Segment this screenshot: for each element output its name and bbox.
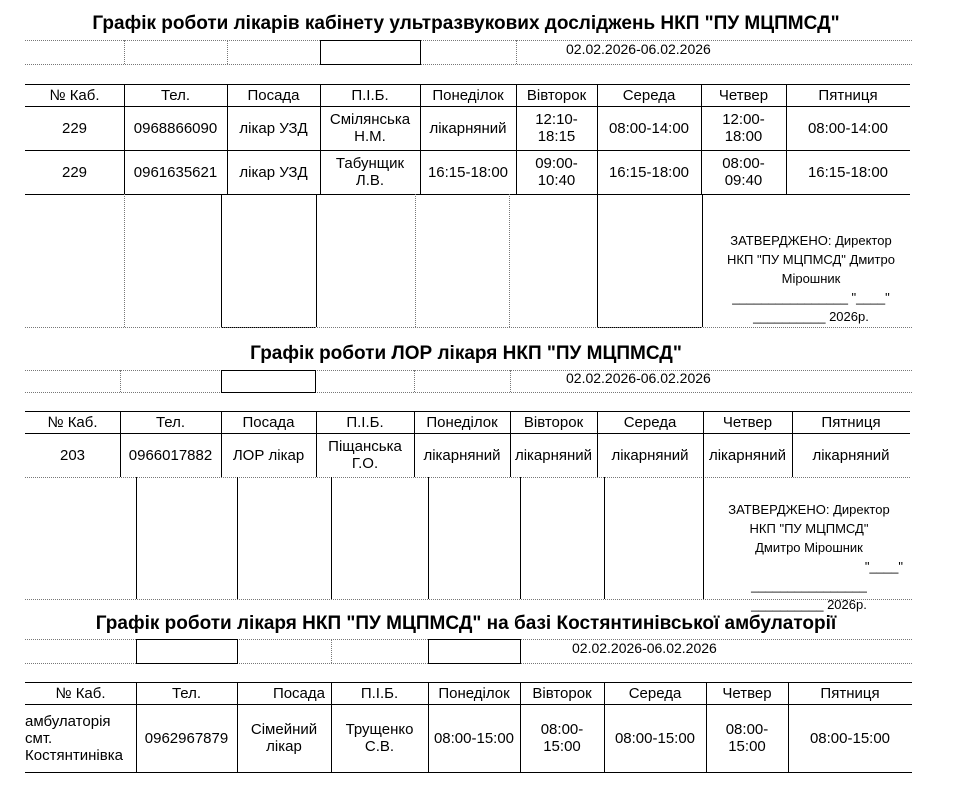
cell-wednesday: лікарняний [611, 446, 689, 464]
header-name: П.І.Б. [351, 86, 389, 104]
cell-monday: лікарняний [423, 446, 501, 464]
divider [124, 40, 125, 64]
approval-line: ________________ "____" [732, 290, 890, 305]
empty-cell [320, 40, 421, 65]
header-tuesday: Вівторок [532, 684, 592, 702]
date-range: 02.02.2026-06.02.2026 [566, 370, 711, 386]
header-thursday: Четвер [722, 413, 773, 431]
header-position: Посада [247, 86, 300, 104]
approval-line: Дмитро Мірошник [755, 540, 863, 555]
cell-thursday: 08:00-15:00 [725, 721, 769, 755]
divider [25, 392, 912, 393]
divider [124, 194, 125, 327]
header-name: П.І.Б. [360, 684, 399, 702]
cell-friday: 08:00-15:00 [809, 729, 891, 747]
approval-stamp [702, 231, 920, 326]
cell-cabinet: 229 [61, 163, 88, 181]
cell-name: Піщанська Г.О. [328, 438, 402, 472]
approval-stamp [703, 500, 915, 614]
header-cabinet: № Каб. [55, 684, 106, 702]
header-monday: Понеділок [438, 684, 510, 702]
divider [120, 370, 121, 392]
cell-tuesday: 08:00-15:00 [540, 721, 584, 755]
header-wednesday: Середа [623, 413, 677, 431]
header-friday: Пятниця [821, 413, 881, 431]
cell-position: ЛОР лікар [232, 446, 305, 464]
divider [136, 477, 137, 599]
header-thursday: Четвер [718, 86, 769, 104]
divider [237, 477, 238, 599]
section-3-title: Графік роботи лікаря НКП "ПУ МЦПМСД" на базі Костянтинівської амбулаторії [95, 613, 837, 634]
section-1-title: Графік роботи лікарів кабінету ультразвукових досліджень НКП "ПУ МЦПМСД" [92, 13, 840, 34]
cell-position: лікар УЗД [239, 119, 308, 137]
section-2-title: Графік роботи ЛОР лікаря НКП "ПУ МЦПМСД" [250, 343, 682, 364]
approval-line: ЗАТВЕРДЖЕНО: Директор [730, 233, 892, 248]
empty-cell [136, 639, 238, 664]
divider [509, 194, 510, 327]
divider [25, 477, 910, 478]
divider [516, 40, 517, 64]
divider [428, 477, 429, 599]
divider [25, 370, 912, 371]
header-wednesday: Середа [628, 684, 682, 702]
divider [415, 194, 416, 327]
divider [604, 477, 605, 599]
cell-phone: 0968866090 [133, 119, 218, 137]
approval-line: __________ 2026р. [751, 597, 867, 612]
header-tuesday: Вівторок [523, 413, 584, 431]
header-friday: Пятниця [818, 86, 878, 104]
header-thursday: Четвер [722, 684, 772, 702]
approval-line: "____" [864, 559, 903, 574]
cell-thursday: лікарняний [708, 446, 787, 464]
cell-cabinet: 229 [61, 119, 88, 137]
header-phone: Тел. [160, 86, 191, 104]
divider [221, 194, 222, 327]
header-phone: Тел. [155, 413, 186, 431]
date-range: 02.02.2026-06.02.2026 [572, 640, 717, 656]
divider [25, 327, 912, 328]
divider [227, 40, 228, 64]
cell-cabinet: амбулаторія смт. Костянтинівка [25, 712, 123, 764]
cell-tuesday: 09:00-10:40 [535, 155, 578, 189]
cell-thursday: 12:00-18:00 [722, 111, 765, 145]
cell-name: Трущенко С.В. [345, 721, 414, 755]
cell-wednesday: 08:00-15:00 [614, 729, 696, 747]
cell-name: Смілянська Н.М. [329, 111, 411, 145]
empty-cell [428, 639, 521, 664]
cell-monday: лікарняний [429, 119, 507, 137]
cell-phone: 0961635621 [133, 163, 218, 181]
header-name: П.І.Б. [346, 413, 384, 431]
cell-friday: лікарняний [812, 446, 890, 464]
date-range: 02.02.2026-06.02.2026 [566, 41, 711, 57]
empty-cell [221, 370, 316, 393]
header-cabinet: № Каб. [49, 86, 100, 104]
cell-friday: 08:00-14:00 [807, 119, 889, 137]
divider [510, 370, 511, 392]
cell-phone: 0962967879 [144, 729, 229, 747]
header-monday: Понеділок [426, 413, 498, 431]
divider [331, 639, 332, 663]
cell-tuesday: лікарняний [514, 446, 593, 464]
divider [316, 194, 317, 327]
header-cabinet: № Каб. [47, 413, 98, 431]
divider [25, 194, 910, 195]
cell-monday: 16:15-18:00 [427, 163, 509, 181]
cell-wednesday: 16:15-18:00 [608, 163, 690, 181]
divider [25, 40, 912, 41]
approval-line: НКП "ПУ МЦПМСД" [749, 521, 869, 536]
divider [331, 477, 332, 599]
approval-line: Мірошник [781, 271, 841, 286]
cell-thursday: 08:00-09:40 [722, 155, 765, 189]
divider [414, 370, 415, 392]
cell-position: Сімейний лікар [250, 721, 318, 755]
cell-cabinet: 203 [59, 446, 86, 464]
cell-position: лікар УЗД [239, 163, 308, 181]
divider [25, 64, 912, 65]
cell-monday: 08:00-15:00 [433, 729, 515, 747]
header-monday: Понеділок [432, 86, 504, 104]
cell-friday: 16:15-18:00 [807, 163, 889, 181]
cell-phone: 0966017882 [128, 446, 213, 464]
cell-wednesday: 08:00-14:00 [608, 119, 690, 137]
header-position: Посада [242, 413, 295, 431]
divider [25, 772, 912, 773]
header-tuesday: Вівторок [526, 86, 587, 104]
cell-name: Табунщик Л.В. [335, 155, 405, 189]
approval-line: __________ 2026р. [753, 309, 869, 324]
approval-line: НКП "ПУ МЦПМСД" Дмитро [727, 252, 895, 267]
approval-line: ________________ [751, 578, 867, 593]
header-friday: Пятниця [820, 684, 880, 702]
cell-tuesday: 12:10-18:15 [535, 111, 578, 145]
approval-line: ЗАТВЕРДЖЕНО: Директор [728, 502, 890, 517]
header-position: Посада [272, 684, 325, 702]
header-wednesday: Середа [622, 86, 676, 104]
header-phone: Тел. [171, 684, 202, 702]
divider [520, 477, 521, 599]
divider [597, 194, 598, 327]
